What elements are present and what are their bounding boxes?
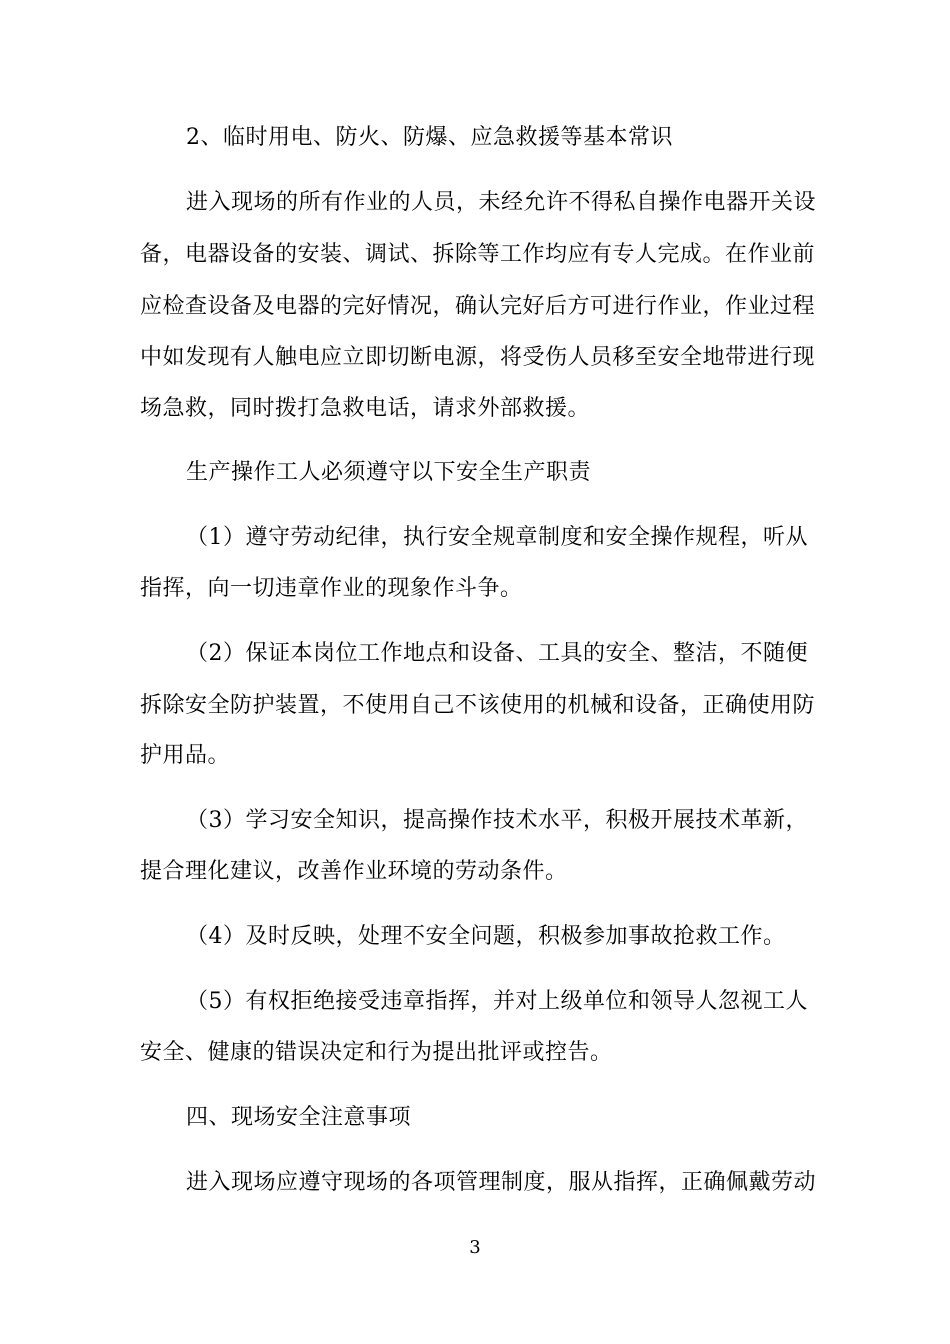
list-item-line: （2）保证本岗位工作地点和设备、工具的安全、整洁，不随便 (186, 641, 808, 666)
paragraph-line: 中如发现有人触电应立即切断电源，将受伤人员移至安全地带进行现 (140, 345, 816, 370)
duties-heading: 生产操作工人必须遵守以下安全生产职责 (186, 460, 592, 485)
list-item-line: （3）学习安全知识，提高操作技术水平，积极开展技术革新， (186, 808, 808, 833)
paragraph-line: 场急救，同时拨打急救电话，请求外部救援。 (140, 396, 591, 421)
list-item-line: 指挥，向一切违章作业的现象作斗争。 (140, 576, 523, 601)
list-item-line: （4）及时反映，处理不安全问题，积极参加事故抢救工作。 (186, 924, 786, 949)
section-title: 2、临时用电、防火、防爆、应急救援等基本常识 (186, 125, 673, 150)
paragraph-line: 备，电器设备的安装、调试、拆除等工作均应有专人完成。在作业前 (140, 242, 816, 267)
list-item-line: 护用品。 (140, 743, 231, 768)
list-item-line: 拆除安全防护装置，不使用自己不该使用的机械和设备，正确使用防 (140, 693, 816, 718)
list-item-line: （1）遵守劳动纪律，执行安全规章制度和安全操作规程，听从 (186, 525, 808, 550)
page-number: 3 (469, 1237, 481, 1258)
list-item-line: （5）有权拒绝接受违章指挥，并对上级单位和领导人忽视工人 (186, 989, 808, 1014)
list-item-line: 安全、健康的错误决定和行为提出批评或控告。 (140, 1040, 613, 1065)
list-item-line: 提合理化建议，改善作业环境的劳动条件。 (140, 859, 568, 884)
paragraph-line: 应检查设备及电器的完好情况，确认完好后方可进行作业，作业过程 (140, 294, 816, 319)
section-four-title: 四、现场安全注意事项 (186, 1105, 412, 1130)
paragraph-line: 进入现场的所有作业的人员，未经允许不得私自操作电器开关设 (186, 190, 817, 215)
paragraph-line: 进入现场应遵守现场的各项管理制度，服从指挥，正确佩戴劳动 (186, 1170, 817, 1195)
